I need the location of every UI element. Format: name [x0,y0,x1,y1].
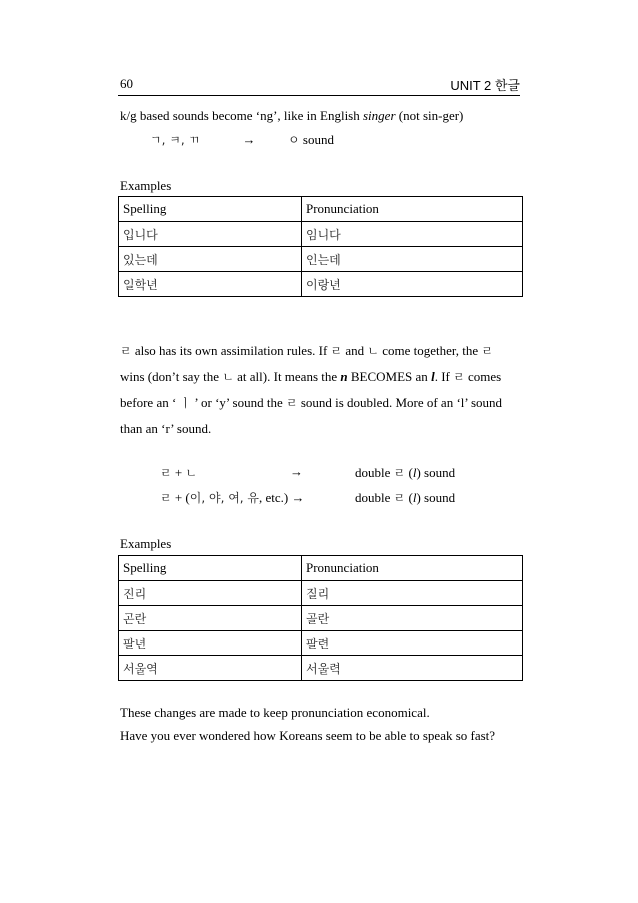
spelling-cell: 입니다 [119,222,302,247]
table-row [119,606,523,631]
rule-result-text: sound [299,132,334,147]
pronunciation-cell: 질리 [302,581,523,606]
hangul-letter: ㄹ [285,396,298,410]
rule-text: ) sound [416,490,456,505]
table-header-spelling: Spelling [119,197,302,222]
rule-2-left [160,489,305,506]
emphasis-letter: l [431,369,435,384]
spelling-cell: 서울역 [119,656,302,681]
examples-table-1 [118,196,523,297]
pronunciation-cell: 팔련 [302,631,523,656]
hangul-vowels: 이, 야, 여, 유 [189,491,260,505]
hangul-letter: ㄹ [393,491,406,505]
examples-table-2 [118,555,523,681]
hangul-letter: ㅣ [179,396,192,410]
rule-text: ( [405,490,413,505]
spelling-cell: 진리 [119,581,302,606]
paragraph-text: . If [434,369,454,384]
table-header-row [119,556,523,581]
emphasis-letter: n [340,369,348,384]
intro-line [120,108,463,124]
intro-text-start: k/g based sounds become ‘ng’, like in English [120,108,363,123]
rule-italic: l [412,490,417,505]
intro-italic-word: singer [363,108,396,123]
table-header-row [119,197,523,222]
pronunciation-cell: 인는데 [302,247,523,272]
rule-1-result [355,464,455,481]
rule-text: + [171,465,186,480]
examples-heading-2: Examples [120,536,172,551]
rule-letters: ㄱ, ㅋ, ㄲ [150,133,201,147]
hangul-letter: ㄴ [185,466,198,480]
paragraph-text: at all). It means the [233,369,341,384]
table-row [119,631,523,656]
paragraph-text: comes [464,369,502,384]
intro-text-end: (not sin-ger) [395,108,464,123]
table-header-pronunciation: Pronunciation [302,556,523,581]
hangul-letter: ㄹ [481,344,493,358]
table-row [119,656,523,681]
table-header-pronunciation: Pronunciation [302,197,523,222]
paragraph-line-3 [120,390,502,416]
paragraph-text: come together, the [379,343,482,358]
examples-heading-1: Examples [120,178,172,193]
header-divider [118,95,520,96]
paragraph-text: BECOMES an [347,369,432,384]
pronunciation-cell: 이랑년 [302,272,523,297]
rule-text: ) sound [416,465,456,480]
hangul-letter: ㄹ [330,344,343,358]
paragraph-text: also has its own assimilation rules. If [131,343,331,358]
rule-text: , etc.) [259,490,292,505]
table-row [119,247,523,272]
page-number: 60 [120,76,133,91]
hangul-letter: ㄹ [393,466,406,480]
intro-rule [150,131,334,148]
pronunciation-cell: 서울력 [302,656,523,681]
table-row [119,272,523,297]
rule-italic: l [412,465,417,480]
hangul-letter: ㄴ [222,370,234,384]
paragraph-text: wins (don’t say the [120,369,223,384]
rule-2-result [355,489,455,506]
hangul-letter: ㄹ [453,370,465,384]
arrow-icon: → [290,464,303,479]
paragraph-line-2 [120,364,501,390]
table-row [119,581,523,606]
paragraph-text: and [342,343,368,358]
rule-text: ( [405,465,413,480]
closing-line-2: Have you ever wondered how Koreans seem to be able to speak so fast? [120,728,496,743]
spelling-cell: 팔년 [119,631,302,656]
hangul-letter: ㄹ [160,491,172,505]
paragraph-line-4: than an ‘r’ sound. [120,421,212,436]
paragraph-text: sound is doubled. More of an ‘l’ sound [297,395,503,410]
closing-line-1: These changes are made to keep pronunciation economical. [120,705,430,720]
arrow-icon: → [242,132,256,147]
table-row [119,222,523,247]
arrow-icon: → [291,490,305,505]
table-header-spelling: Spelling [119,556,302,581]
hangul-letter: ㄴ [367,344,380,358]
unit-title: UNIT 2 한글 [450,78,520,93]
rule-result-symbol: ㅇ [288,133,300,147]
rule-text: double [355,490,394,505]
hangul-letter: ㄹ [160,466,172,480]
rule-text: double [355,465,394,480]
rule-1-left [160,464,197,481]
spelling-cell: 곤란 [119,606,302,631]
paragraph-line-1 [120,338,493,364]
spelling-cell: 일학년 [119,272,302,297]
pronunciation-cell: 임니다 [302,222,523,247]
paragraph-text: before an ‘ [120,395,180,410]
pronunciation-cell: 골란 [302,606,523,631]
spelling-cell: 있는데 [119,247,302,272]
hangul-letter: ㄹ [120,344,132,358]
paragraph-text: ’ or ‘y’ sound the [191,395,286,410]
rule-text: + ( [171,490,190,505]
